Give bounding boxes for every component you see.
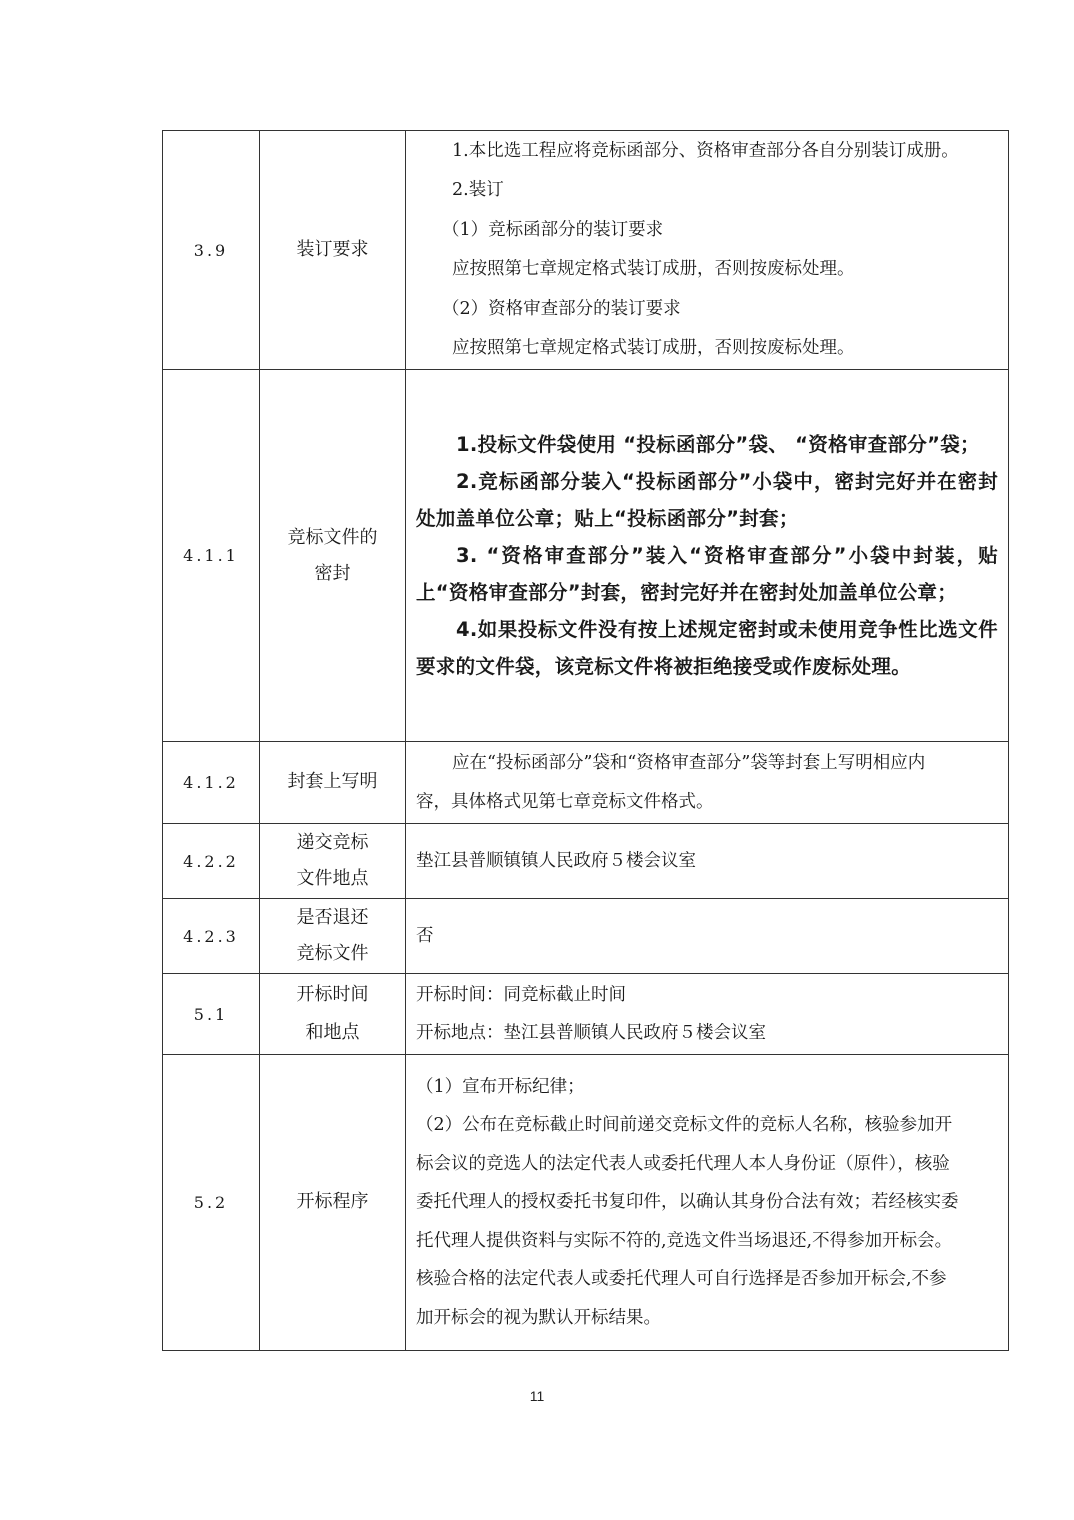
clause-number: 4.2.2: [163, 824, 260, 899]
content-line: （2）资格审查部分的装订要求: [442, 298, 681, 319]
table-row-5-1: [163, 974, 1009, 1055]
clause-number: 4.1.2: [163, 742, 260, 824]
clause-title-line: 密封: [314, 562, 351, 584]
content-line: 2.装订: [452, 180, 504, 200]
clause-title-line: 开标时间: [296, 983, 369, 1005]
bold-paragraph: 4.如果投标文件没有按上述规定密封或未使用竞争性比选文件要求的文件袋，该竞标文件将被拒绝接受或作废标处理。: [416, 618, 998, 678]
clause-content: [406, 370, 1009, 742]
content-line: 标会议的竞选人的法定代表人或委托代理人本人身份证（原件），核验: [416, 1153, 950, 1174]
bold-paragraph: 2.竞标函部分装入“投标函部分”小袋中，密封完好并在密封处加盖单位公章；贴上“投标函部分”封套；: [416, 470, 998, 530]
clause-title: [260, 370, 406, 742]
clause-content: [406, 974, 1009, 1055]
clause-title: [260, 131, 406, 370]
clause-number: 4.2.3: [163, 899, 260, 974]
content-line: （1）竞标函部分的装订要求: [442, 219, 664, 240]
table-row-4-1-2: [163, 742, 1009, 824]
content-line: 应在“投标函部分”袋和“资格审查部分”袋等封套上写明相应内: [452, 753, 926, 773]
content-line: 开标地点：垫江县普顺镇人民政府５楼会议室: [416, 1023, 766, 1043]
table-row-3-9: [163, 131, 1009, 370]
clause-title-line: 竞标文件: [296, 943, 369, 964]
table-row-5-2: [163, 1055, 1009, 1351]
content-line: （2）公布在竞标截止时间前递交竞标文件的竞标人名称，核验参加开: [416, 1115, 953, 1136]
content-line: 核验合格的法定代表人或委托代理人可自行选择是否参加开标会,不参: [416, 1269, 947, 1290]
table-row-4-2-2: [163, 824, 1009, 899]
clause-content: [406, 824, 1009, 899]
table-row-4-1-1: [163, 370, 1009, 742]
bold-paragraph: 3. “资格审查部分”装入“资格审查部分”小袋中封装，贴上“资格审查部分”封套，密封完好并在密封处加盖单位公章；: [416, 544, 998, 604]
clause-number: 4.1.1: [163, 370, 260, 742]
clause-title-line: 是否退还: [296, 907, 369, 928]
page-number: 11: [529, 1388, 545, 1404]
clause-content: [406, 742, 1009, 824]
clause-title-line: 装订要求: [296, 239, 369, 261]
clause-number: 3.9: [163, 131, 260, 370]
content-line: 否: [416, 926, 434, 946]
content-line: （1）宣布开标纪律；: [416, 1076, 585, 1097]
clause-title: [260, 1055, 406, 1351]
clause-title-line: 竞标文件的: [287, 526, 378, 548]
content-line: 托代理人提供资料与实际不符的,竞选文件当场退还,不得参加开标会。: [416, 1230, 953, 1251]
clause-content: [406, 131, 1009, 370]
clause-title-line: 开标程序: [296, 1191, 369, 1213]
content-line: 加开标会的视为默认开标结果。: [416, 1307, 661, 1328]
clause-number: 5.1: [163, 974, 260, 1055]
clause-number: 5.2: [163, 1055, 260, 1351]
content-line: 1.本比选工程应将竞标函部分、资格审查部分各自分别装订成册。: [452, 140, 959, 161]
clause-content: [406, 899, 1009, 974]
requirements-table: [162, 130, 1009, 1351]
clause-title: [260, 742, 406, 824]
clause-content: [406, 1055, 1009, 1351]
clause-title: [260, 824, 406, 899]
bold-paragraph: 1.投标文件袋使用 “投标函部分”袋、 “资格审查部分”袋；: [456, 433, 980, 456]
clause-title-line: 递交竞标: [296, 832, 369, 853]
content-line: 委托代理人的授权委托书复印件，以确认其身份合法有效；若经核实委: [416, 1192, 959, 1213]
clause-title-line: 和地点: [305, 1022, 360, 1043]
content-line: 容，具体格式见第七章竞标文件格式。: [416, 791, 714, 812]
clause-title-line: 文件地点: [296, 868, 369, 889]
content-line: 应按照第七章规定格式装订成册，否则按废标处理。: [452, 259, 855, 279]
clause-title: [260, 974, 406, 1055]
content-line: 应按照第七章规定格式装订成册，否则按废标处理。: [452, 338, 855, 358]
content-line: 开标时间：同竞标截止时间: [416, 984, 626, 1005]
table-row-4-2-3: [163, 899, 1009, 974]
clause-title: [260, 899, 406, 974]
clause-title-line: 封套上写明: [287, 771, 378, 793]
content-line: 垫江县普顺镇镇人民政府５楼会议室: [416, 851, 696, 871]
